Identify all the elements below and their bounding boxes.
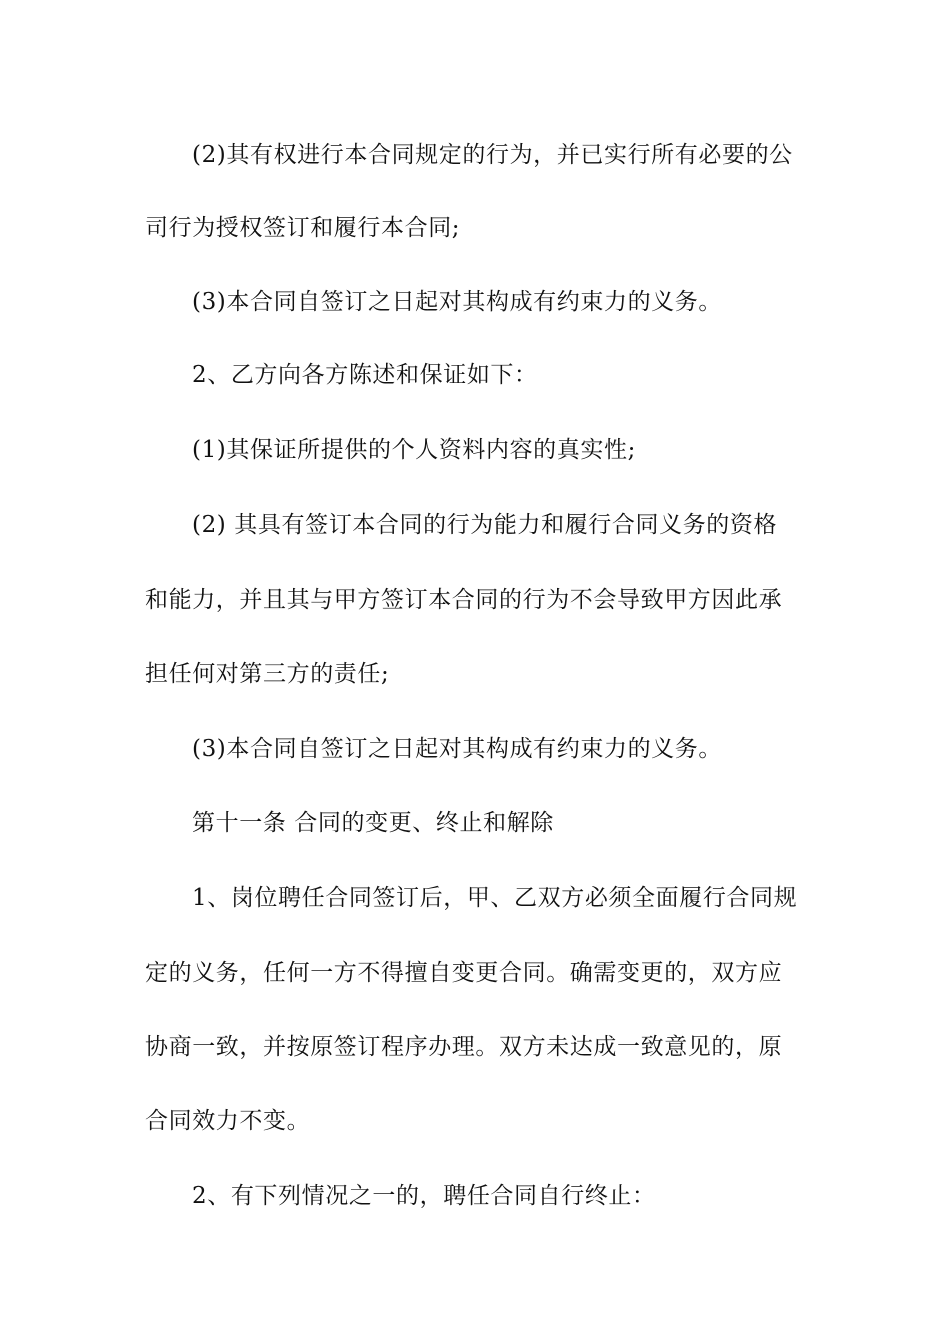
text-line: (2)其有权进行本合同规定的行为，并已实行所有必要的公 — [192, 142, 793, 168]
text-line: 担任何对第三方的责任; — [145, 661, 390, 687]
text-line: 1、岗位聘任合同签订后，甲、乙双方必须全面履行合同规 — [192, 885, 798, 911]
text-line: 合同效力不变。 — [145, 1108, 311, 1134]
text-line: 司行为授权签订和履行本合同; — [145, 215, 461, 241]
text-line: 定的义务，任何一方不得擅自变更合同。确需变更的，双方应 — [145, 960, 783, 986]
text-line: (3)本合同自签订之日起对其构成有约束力的义务。 — [192, 289, 722, 315]
text-line: (1)其保证所提供的个人资料内容的真实性; — [192, 437, 636, 463]
text-line: (3)本合同自签订之日起对其构成有约束力的义务。 — [192, 736, 722, 762]
section-heading: 第十一条 合同的变更、终止和解除 — [192, 810, 554, 836]
text-line: 和能力，并且其与甲方签订本合同的行为不会导致甲方因此承 — [145, 587, 783, 613]
text-line: 2、乙方向各方陈述和保证如下： — [192, 362, 538, 388]
text-line: 协商一致，并按原签订程序办理。双方未达成一致意见的，原 — [145, 1034, 783, 1060]
text-line: 2、有下列情况之一的，聘任合同自行终止： — [192, 1183, 656, 1209]
text-line: (2) 其具有签订本合同的行为能力和履行合同义务的资格 — [192, 512, 778, 538]
